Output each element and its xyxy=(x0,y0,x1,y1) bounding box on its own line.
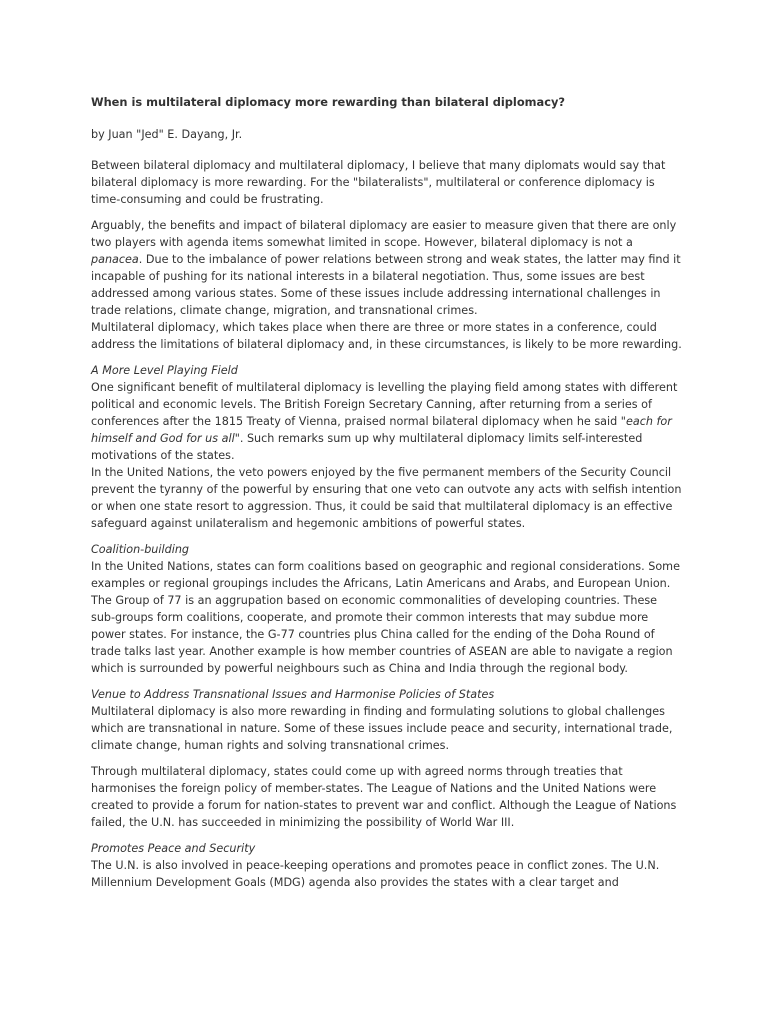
intro-paragraph: Between bilateral diplomacy and multilateral diplomacy, I believe that many diplomats would say that bilateral diplomacy is more rewarding. For the "bilateralists", multilateral or conference diplomacy is time-consuming and could be frustrating. xyxy=(91,159,666,206)
paragraph-level-playing-field xyxy=(91,379,683,464)
document-body xyxy=(91,94,683,900)
paragraph-bilateral-benefits xyxy=(91,217,683,319)
paragraph-text: Arguably, the benefits and impact of bilateral diplomacy are easier to measure given that there are only two players with agenda items somewhat limited in scope. However, bilateral diplomacy is not a xyxy=(91,219,677,249)
quote-text: each for himself and God for us all xyxy=(91,415,672,445)
document-title: When is multilateral diplomacy more rewarding than bilateral diplomacy? xyxy=(91,95,565,109)
paragraph-veto-powers: In the United Nations, the veto powers enjoyed by the five permanent members of the Security Council prevent the tyranny of the powerful by ensuring that one veto can outvote any acts with selfish intention or when one state resort to aggression. Thus, it could be said that multilateral diplomacy is an effective safeguard against unilateralism and hegemonic ambitions of powerful states. xyxy=(91,466,682,530)
section-heading-peace-security: Promotes Peace and Security xyxy=(91,842,256,855)
paragraph-multilateral-definition: Multilateral diplomacy, which takes place when there are three or more states in a conference, could address the limitations of bilateral diplomacy and, in these circumstances, is likely to be more rewarding. xyxy=(91,321,682,351)
paragraph-text: ". Such remarks sum up why multilateral diplomacy limits self-interested motivations of the states. xyxy=(91,432,643,462)
paragraph-harmonise-policies: Through multilateral diplomacy, states could come up with agreed norms through treaties that harmonises the foreign policy of member-states. The League of Nations and the United Nations were created to provide a forum for nation-states to prevent war and conflict. Although the League of Nations failed, the U.N. has succeeded in minimizing the possibility of World War III. xyxy=(91,765,677,829)
emphasis-text: panacea xyxy=(91,253,139,266)
paragraph-text: . Due to the imbalance of power relations between strong and weak states, the latter may find it incapable of pushing for its national interests in a bilateral negotiation. Thus, some issues are best addressed among various states. Some of these issues include addressing international challenges in trade relations, climate change, migration, and transnational crimes. xyxy=(91,253,681,317)
section-heading-level-playing-field: A More Level Playing Field xyxy=(91,364,238,377)
paragraph-peace-security: The U.N. is also involved in peace-keeping operations and promotes peace in conflict zones. The U.N. Millennium Development Goals (MDG) agenda also provides the states with a clear target and xyxy=(91,859,660,889)
section-heading-transnational-issues: Venue to Address Transnational Issues and Harmonise Policies of States xyxy=(91,688,495,701)
section-heading-coalition-building: Coalition-building xyxy=(91,543,190,556)
paragraph-transnational-issues: Multilateral diplomacy is also more rewarding in finding and formulating solutions to global challenges which are transnational in nature. Some of these issues include peace and security, international trade, climate change, human rights and solving transnational crimes. xyxy=(91,705,673,752)
paragraph-coalition-building: In the United Nations, states can form coalitions based on geographic and regional considerations. Some examples or regional groupings includes the Africans, Latin Americans and Arabs, and European Union. The Group of 77 is an aggrupation based on economic commonalities of developing countries. These sub-groups form coalitions, cooperate, and promote their common interests that may subdue more power states. For instance, the G-77 countries plus China called for the ending of the Doha Round of trade talks last year. Another example is how member countries of ASEAN are able to navigate a region which is surrounded by powerful neighbours such as China and India through the regional body. xyxy=(91,560,680,675)
author-byline: by Juan "Jed" E. Dayang, Jr. xyxy=(91,128,243,141)
paragraph-text: One significant benefit of multilateral diplomacy is levelling the playing field among states with different political and economic levels. The British Foreign Secretary Canning, after returning from a series of conferences after the 1815 Treaty of Vienna, praised normal bilateral diplomacy when he said " xyxy=(91,381,678,428)
